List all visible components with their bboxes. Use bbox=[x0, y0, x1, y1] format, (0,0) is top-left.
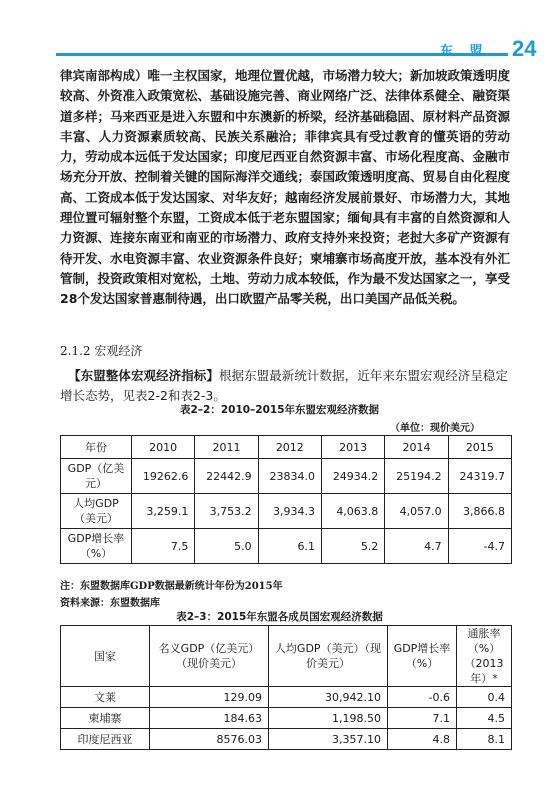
table-cell: 19262.6 bbox=[132, 459, 195, 494]
table-cell: -0.6 bbox=[388, 687, 457, 708]
member-states-table bbox=[60, 625, 512, 750]
header-cell: 年份 bbox=[61, 436, 132, 459]
table-cell: 7.5 bbox=[132, 529, 195, 564]
country-cell: 文莱 bbox=[61, 687, 150, 708]
header-cell: 2014 bbox=[385, 436, 448, 459]
page-number: 24 bbox=[512, 36, 537, 61]
table1-unit: （单位：现价美元） bbox=[390, 423, 480, 434]
header-cell: 2012 bbox=[258, 436, 321, 459]
table-cell: 23834.0 bbox=[258, 459, 321, 494]
country-cell: 印度尼西亚 bbox=[61, 729, 150, 750]
country-cell: 柬埔寨 bbox=[61, 708, 150, 729]
header-cell: 2010 bbox=[132, 436, 195, 459]
header-cell: 国家 bbox=[61, 626, 150, 687]
page-header bbox=[0, 36, 559, 66]
table-cell: 3,866.8 bbox=[448, 494, 511, 529]
intro-lead: 【东盟整体宏观经济指标】 bbox=[68, 368, 219, 383]
table-row bbox=[61, 708, 512, 729]
table-cell: 8.1 bbox=[457, 729, 512, 750]
table-cell: 5.2 bbox=[321, 529, 384, 564]
table-cell: 7.1 bbox=[388, 708, 457, 729]
table-row bbox=[61, 687, 512, 708]
header-cell: 人均GDP（美元）（现价美元） bbox=[269, 626, 388, 687]
table-cell: 0.4 bbox=[457, 687, 512, 708]
header-cell: GDP增长率（%） bbox=[388, 626, 457, 687]
running-title: 东 盟 bbox=[440, 44, 489, 59]
header-cell: 2015 bbox=[448, 436, 511, 459]
row-label: GDP（亿美元） bbox=[61, 459, 132, 494]
table-row bbox=[61, 494, 512, 529]
table-header-row bbox=[61, 626, 512, 687]
table-cell: 4,063.8 bbox=[321, 494, 384, 529]
table-cell: 30,942.10 bbox=[269, 687, 388, 708]
table-header-row bbox=[61, 436, 512, 459]
table-cell: 4.5 bbox=[457, 708, 512, 729]
macro-data-table bbox=[60, 435, 512, 564]
table-cell: 22442.9 bbox=[195, 459, 258, 494]
table-cell: 3,753.2 bbox=[195, 494, 258, 529]
table-cell: 129.09 bbox=[150, 687, 269, 708]
table1-caption: 表2–2：2010–2015年东盟宏观经济数据 bbox=[179, 404, 380, 416]
table-cell: 1,198.50 bbox=[269, 708, 388, 729]
table-cell: 6.1 bbox=[258, 529, 321, 564]
table1-source: 资料来源：东盟数据库 bbox=[60, 598, 160, 609]
table-cell: 3,934.3 bbox=[258, 494, 321, 529]
row-label: GDP增长率（%） bbox=[61, 529, 132, 564]
section-heading: 2.1.2 宏观经济 bbox=[60, 344, 143, 358]
header-cell: 名义GDP（亿美元）（现价美元） bbox=[150, 626, 269, 687]
table2-caption: 表2–3：2015年东盟各成员国宏观经济数据 bbox=[176, 611, 383, 623]
table-cell: 5.0 bbox=[195, 529, 258, 564]
table-row bbox=[61, 729, 512, 750]
intro-paragraph bbox=[60, 366, 508, 406]
header-cell: 通胀率（%）（2013年）* bbox=[457, 626, 512, 687]
table-cell: -4.7 bbox=[448, 529, 511, 564]
table-cell: 4,057.0 bbox=[385, 494, 448, 529]
table-cell: 24319.7 bbox=[448, 459, 511, 494]
table-cell: 3,357.10 bbox=[269, 729, 388, 750]
row-label: 人均GDP（美元） bbox=[61, 494, 132, 529]
table-cell: 24934.2 bbox=[321, 459, 384, 494]
table-cell: 3,259.1 bbox=[132, 494, 195, 529]
table-row bbox=[61, 459, 512, 494]
table-cell: 4.7 bbox=[385, 529, 448, 564]
header-cell: 2011 bbox=[195, 436, 258, 459]
table-row bbox=[61, 529, 512, 564]
body-paragraph: 律宾南部构成）唯一主权国家，地理位置优越，市场潜力较大；新加坡政策透明度较高、外资准入政策宽松、基础设施完善、商业网络广泛、法律体系健全、融资渠道多样；马来西亚是进入东盟和中东澳新的桥梁，经济基础稳固、原材料产品资源丰富、人力资源素质较高、民族关系融洽；菲律宾具有受过教育的懂英语的劳动力，劳动成本远低于发达国家；印度尼西亚自然资源丰富、市场化程度高、金融市场充分开放、控制着关键的国际海洋交通线；泰国政策透明度高、贸易自由化程度高、工资成本低于发达国家、对华友好；越南经济发展前景好、市场潜力大，其地理位置可辐射整个东盟，工资成本低于老东盟国家；缅甸具有丰富的自然资源和人力资源、连接东南亚和南亚的市场潜力、政府支持外来投资；老挝大多矿产资源有待开发、水电资源丰富、农业资源条件良好；柬埔寨市场高度开放，基本没有外汇管制，投资政策相对宽松，土地、劳动力成本较低，作为最不发达国家之一，享受28个发达国家普惠制待遇，出口欧盟产品零关税，出口美国产品低关税。 bbox=[60, 68, 511, 307]
header-cell: 2013 bbox=[321, 436, 384, 459]
table-cell: 8576.03 bbox=[150, 729, 269, 750]
table-cell: 25194.2 bbox=[385, 459, 448, 494]
table-cell: 184.63 bbox=[150, 708, 269, 729]
intro-text: 根据东盟最新统计数据，近年来东盟宏观经济呈稳定增长态势，见表2-2和表2-3。 bbox=[60, 368, 508, 403]
table1-note: 注：东盟数据库GDP数据最新统计年份为2015年 bbox=[60, 581, 283, 592]
table-cell: 4.8 bbox=[388, 729, 457, 750]
